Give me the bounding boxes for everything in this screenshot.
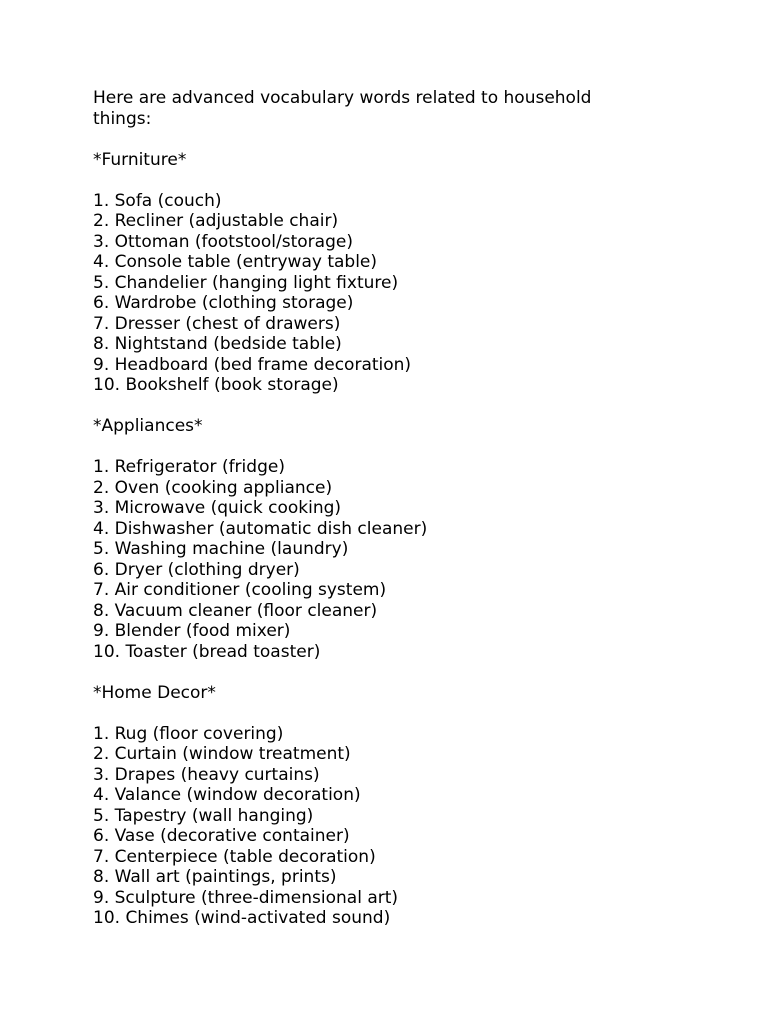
list-item: 7. Air conditioner (cooling system) [93, 580, 387, 600]
vocab-list-home-decor [93, 724, 693, 929]
spacer [93, 437, 693, 458]
section-appliances [93, 416, 693, 662]
list-item: 10. Toaster (bread toaster) [93, 641, 321, 662]
list-item: 3. Drapes (heavy curtains) [93, 764, 320, 785]
list-item: 4. Console table (entryway table) [93, 252, 378, 272]
vocab-list-appliances [93, 457, 693, 662]
list-item: 10. Bookshelf (book storage) [93, 375, 339, 395]
list-item: 4. Valance (window decoration) [93, 785, 361, 805]
list-item: 1. Sofa (couch) [93, 190, 222, 211]
list-item: 5. Tapestry (wall hanging) [93, 805, 314, 826]
list-item: 2. Recliner (adjustable chair) [93, 211, 339, 231]
list-item: 7. Dresser (chest of drawers) [93, 313, 341, 334]
section-heading: *Appliances* [93, 416, 203, 436]
spacer [93, 129, 693, 150]
intro-line-2: things: [93, 108, 152, 129]
list-item: 8. Wall art (paintings, prints) [93, 867, 337, 887]
list-item: 5. Washing machine (laundry) [93, 539, 349, 559]
list-item: 3. Ottoman (footstool/storage) [93, 231, 353, 252]
list-item: 5. Chandelier (hanging light fixture) [93, 272, 399, 293]
list-item: 6. Wardrobe (clothing storage) [93, 293, 354, 313]
section-furniture [93, 150, 693, 396]
list-item: 3. Microwave (quick cooking) [93, 498, 342, 518]
list-item: 9. Sculpture (three-dimensional art) [93, 887, 399, 908]
list-item: 1. Refrigerator (fridge) [93, 457, 285, 477]
list-item: 4. Dishwasher (automatic dish cleaner) [93, 518, 428, 539]
section-heading: *Furniture* [93, 149, 187, 170]
list-item: 9. Headboard (bed frame decoration) [93, 354, 412, 375]
list-item: 6. Dryer (clothing dryer) [93, 559, 300, 580]
section-home-decor [93, 683, 693, 929]
list-item: 9. Blender (food mixer) [93, 621, 291, 641]
intro-line-1: Here are advanced vocabulary words related to household [93, 88, 592, 108]
list-item: 7. Centerpiece (table decoration) [93, 846, 376, 867]
list-item: 2. Curtain (window treatment) [93, 744, 351, 764]
spacer [93, 396, 693, 417]
list-item: 8. Nightstand (bedside table) [93, 334, 342, 354]
list-item: 1. Rug (floor covering) [93, 723, 284, 744]
list-item: 10. Chimes (wind-activated sound) [93, 908, 391, 928]
spacer [93, 170, 693, 191]
list-item: 8. Vacuum cleaner (floor cleaner) [93, 600, 378, 621]
document-page [93, 88, 693, 929]
spacer [93, 703, 693, 724]
vocab-list-furniture [93, 191, 693, 396]
list-item: 2. Oven (cooking appliance) [93, 477, 333, 498]
section-heading: *Home Decor* [93, 682, 216, 703]
list-item: 6. Vase (decorative container) [93, 826, 350, 846]
spacer [93, 662, 693, 683]
